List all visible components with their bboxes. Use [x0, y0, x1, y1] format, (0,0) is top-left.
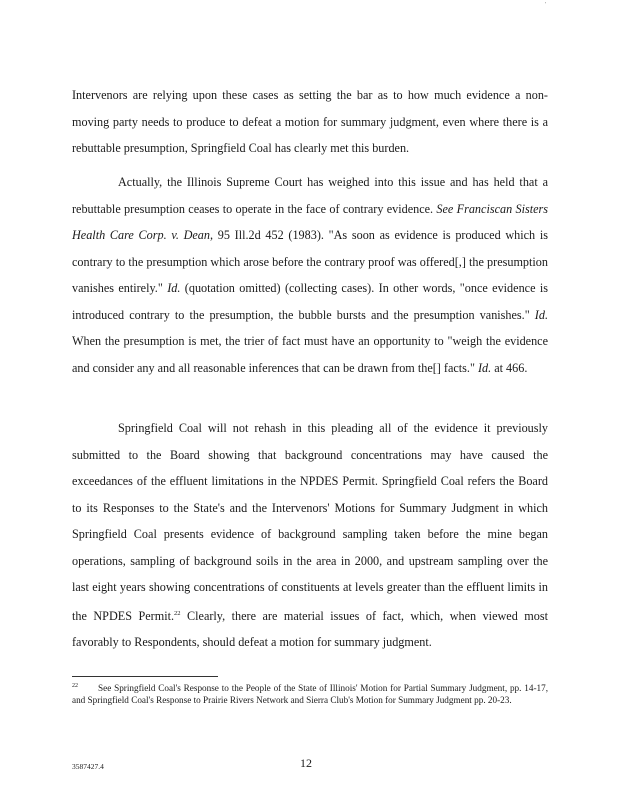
p2-text-a: Actually, the Illinois Supreme Court has weighed into this issue and has held that a rebuttable presumption ceases to operate in the face of contrary evidence. — [72, 175, 548, 216]
paragraph-springfield-evidence — [72, 415, 548, 656]
footnote-reference[interactable]: 22 — [174, 609, 181, 617]
footnote-text: See Springfield Coal's Response to the People of the State of Illinois' Motion for Partial Summary Judgment, pp. 14-17, and Springfield Coal's Response to Prairie Rivers Network and Sierra Club's Motion for Summary Judgment pp. 20-23. — [72, 683, 548, 706]
paragraph-intervenors-burden: Intervenors are relying upon these cases as setting the bar as to how much evidence a non-moving party needs to produce to defeat a motion for summary judgment, even where there is a rebuttable presumption, Springfield Coal has clearly met this burden. — [72, 88, 548, 156]
citation-id-2: Id. — [534, 307, 548, 322]
citation-id-3: Id. — [477, 360, 492, 375]
p2-text-e: at 466. — [491, 360, 528, 375]
case-citation-franciscan: See Franciscan Sisters Health Care Corp. v. Dean, — [72, 201, 548, 243]
citation-id-1: Id. — [167, 281, 181, 296]
scan-mark: ' — [545, 2, 547, 8]
footnote — [72, 680, 548, 706]
footnote-number: 22 — [72, 683, 78, 689]
p2-text-b: 95 Ill.2d 452 (1983). "As soon as evidence is produced which is contrary to the presumption which arose before the contrary proof was offered[,] the presumption vanishes entirely." — [72, 228, 548, 296]
document-id: 3587427.4 — [72, 762, 104, 771]
p2-text-c: (quotation omitted) (collecting cases). In other words, "once evidence is introduced contrary to the presumption, the bubble bursts and the presumption vanishes." — [72, 281, 548, 322]
page-number: 12 — [300, 756, 312, 770]
p2-text-d: When the presumption is met, the trier of fact must have an opportunity to "weigh the evidence and consider any and all reasonable inferences that can be drawn from the[] facts." — [72, 334, 548, 375]
footnote-divider — [72, 676, 218, 677]
p3-text-tail: Clearly, there are material issues of fact, which, when viewed most favorably to Respondents, should defeat a motion for summary judgment. — [72, 608, 548, 650]
paragraph-illinois-supreme-court — [72, 169, 548, 381]
p3-text: Springfield Coal will not rehash in this pleading all of the evidence it previously submitted to the Board showing that background concentrations may have caused the exceedances of the effluent limitations in the NPDES Permit. Springfield Coal refers the Board to its Responses to the State's and the Intervenors' Motions for Summary Judgment in which Springfield Coal presents evidence of background sampling taken before the mine began operations, sampling of background soils in the area in 2000, and upstream sampling over the last eight years showing concentrations of constituents at levels greater than the effluent limits in the NPDES Permit. — [72, 421, 548, 623]
